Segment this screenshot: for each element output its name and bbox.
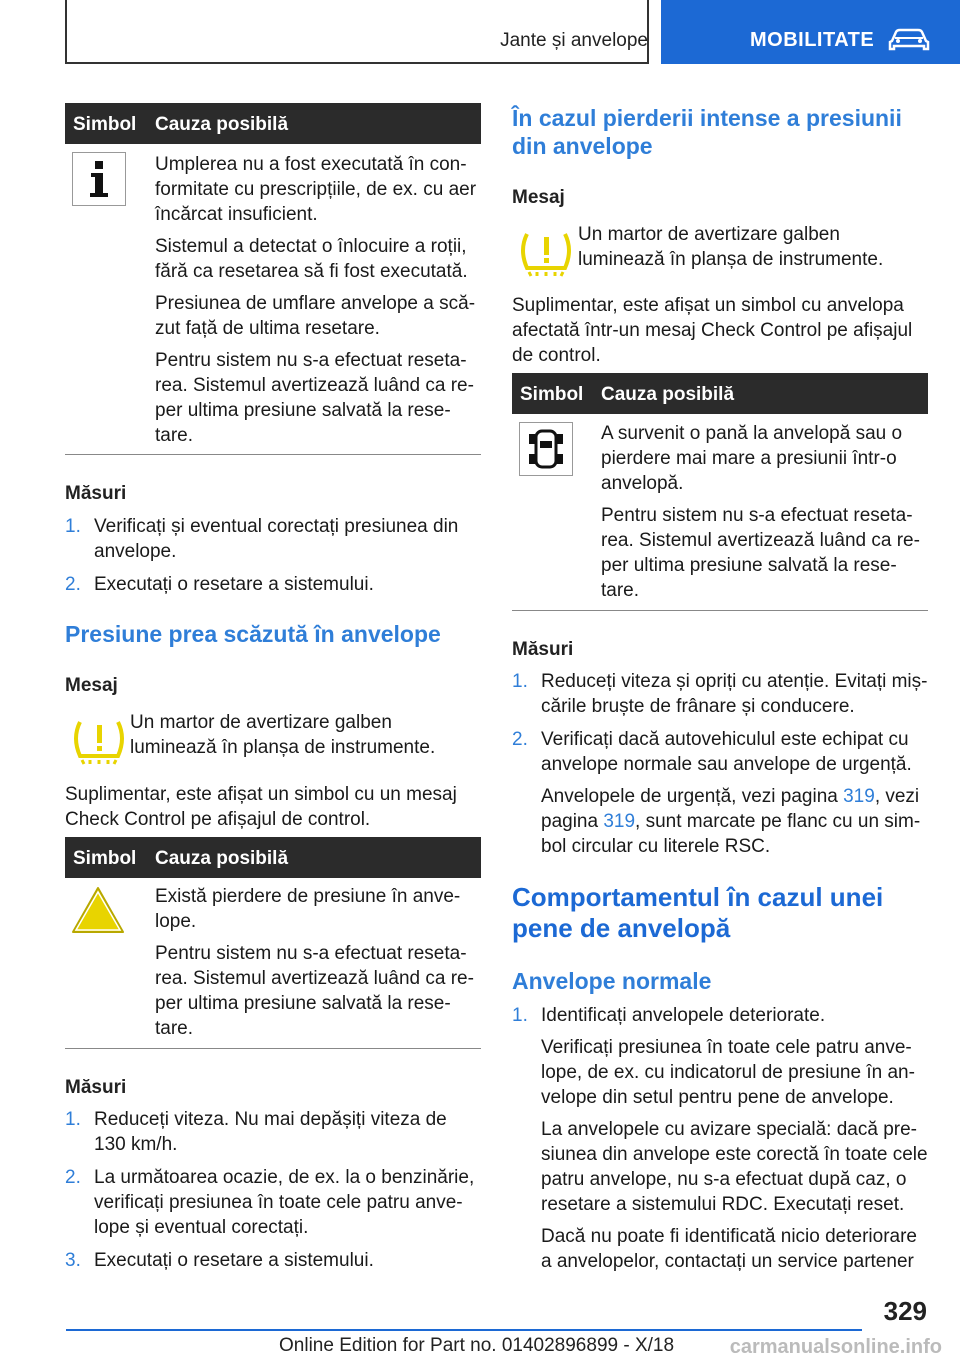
cause-paragraph: Umplerea nu a fost executată în con-formitate cu prescripțiile, de ex. cu aer încărcat insuficient. — [155, 154, 477, 225]
col-cause: Cauza posibilă — [155, 114, 289, 135]
cause-paragraph: Pentru sistem nu s-a efectuat reseta-rea. Sistemul avertizează luând ca re-per ultima presiune salvată la rese-tare. — [155, 943, 474, 1039]
table-header — [512, 373, 928, 414]
supplement-text: Suplimentar, este afișat un simbol cu un mesaj Check Control pe afișajul de control. — [65, 784, 457, 830]
list-item: 1. Verificați și eventual corectați presiunea din anvelope. — [65, 516, 459, 562]
divider — [65, 454, 481, 455]
section-heading: Presiune prea scăzută în anvelope — [65, 621, 441, 647]
table1-cause — [155, 152, 480, 455]
divider — [512, 610, 928, 611]
col-symbol: Simbol — [73, 848, 137, 869]
car-tires-topview-icon — [519, 422, 573, 476]
list-item: 2. Executați o resetare a sistemului. — [65, 574, 374, 595]
col-symbol: Simbol — [520, 384, 584, 405]
section-heading: Comportamentul în cazul unei pene de anvelopă — [512, 882, 884, 943]
list-item: 2. Verificați dacă autovehiculul este echipat cu anvelope normale sau anvelope de urgență. Anvelopele de urgență, vezi pagina 319, vezi pagina 319, sunt marcate pe flanc cu un sim-bol circular cu literele RSC. — [512, 729, 921, 857]
subsection-heading: Anvelope normale — [512, 968, 712, 994]
tire-pressure-warning-icon — [517, 228, 575, 283]
info-icon — [72, 152, 126, 206]
watermark: carmanualsonline.info — [729, 1336, 942, 1358]
col-symbol: Simbol — [73, 114, 137, 135]
table2-cause — [155, 884, 480, 1048]
measures-heading: Măsuri — [65, 1077, 127, 1098]
page-link[interactable]: 319 — [843, 786, 875, 807]
car-icon — [886, 27, 932, 53]
list-item: 3. Executați o resetare a sistemului. — [65, 1250, 374, 1271]
section-heading: În cazul pierderii intense a presiunii din anvelope — [512, 105, 902, 159]
table-header — [65, 837, 481, 878]
section-title: Jante și anvelope — [500, 30, 648, 51]
page-link[interactable]: 319 — [603, 811, 636, 832]
list-item: 1. Identificați anvelopele deteriorate. Verificați presiunea în toate cele patru anve-lope, de ex. cu indicatorul de presiune în an-velope din setul pentru pene de anvelope. La anvelopele cu avizare specială: dacă pre-siunea din anvelope este corectă în toate cele patru anvelope, nu s-a efectuat după caz, o resetare a sistemului RDC. Executați reset. Dacă nu poate fi identificată nicio deteriorare a anvelopelor, contactați un service partener — [512, 1005, 928, 1272]
cause-paragraph: A survenit o pană la anvelopă sau o pierdere mai mare a presiunii într-o anvelopă. — [601, 423, 903, 494]
footer-rule — [66, 1329, 862, 1331]
measures-list — [65, 1107, 481, 1281]
col-cause: Cauza posibilă — [155, 848, 289, 869]
edition-text: Online Edition for Part no. 01402896899 - X/18 — [279, 1335, 675, 1356]
measures-heading: Măsuri — [65, 483, 127, 504]
cause-paragraph: Pentru sistem nu s-a efectuat reseta-rea. Sistemul avertizează luând ca re-per ultima presiune salvată la rese-tare. — [601, 505, 920, 601]
table-header — [65, 103, 481, 144]
page-number: 329 — [883, 1296, 927, 1326]
divider — [65, 1048, 481, 1049]
list-item: 2. La următoarea ocazie, de ex. la o benzinărie, verificați presiunea în toate cele patru anve-lope și eventual corectați. — [65, 1167, 475, 1238]
cause-paragraph: Presiunea de umflare anvelope a scă-zut față de ultima resetare. — [155, 293, 476, 339]
measures-heading: Măsuri — [512, 639, 574, 660]
warning-triangle-icon — [70, 884, 126, 941]
cause-paragraph: Pentru sistem nu s-a efectuat reseta-rea. Sistemul avertizează luând ca re-per ultima presiune salvată la rese-tare. — [155, 350, 474, 446]
table-cause — [601, 421, 928, 610]
message-text: Un martor de avertizare galben luminează în planșa de instrumente. — [578, 224, 884, 270]
cause-paragraph: Există pierdere de presiune în anve-lope. — [155, 886, 461, 932]
col-cause: Cauza posibilă — [601, 384, 735, 405]
list-item: 1. Reduceți viteza. Nu mai depășiți viteza de 130 km/h. — [65, 1109, 447, 1155]
list-item: 1. Reduceți viteza și opriți cu atenție. Evitați miș-cările bruște de frânare și conducere. — [512, 671, 928, 717]
message-text: Un martor de avertizare galben luminează în planșa de instrumente. — [130, 712, 436, 758]
message-label: Mesaj — [65, 675, 118, 696]
cause-paragraph: Sistemul a detectat o înlocuire a roții, fără ca resetarea să fi fost executată. — [155, 236, 468, 282]
measures-list — [512, 669, 928, 867]
steps-list — [512, 1003, 932, 1282]
chapter-tab[interactable] — [661, 0, 960, 64]
supplement-text: Suplimentar, este afișat un simbol cu anvelopa afectată într-un mesaj Check Control pe afișajul de control. — [512, 295, 913, 366]
measures-list — [65, 514, 481, 605]
tire-pressure-warning-icon — [70, 716, 128, 771]
chapter-label: MOBILITATE — [750, 29, 875, 51]
message-label: Mesaj — [512, 187, 565, 208]
